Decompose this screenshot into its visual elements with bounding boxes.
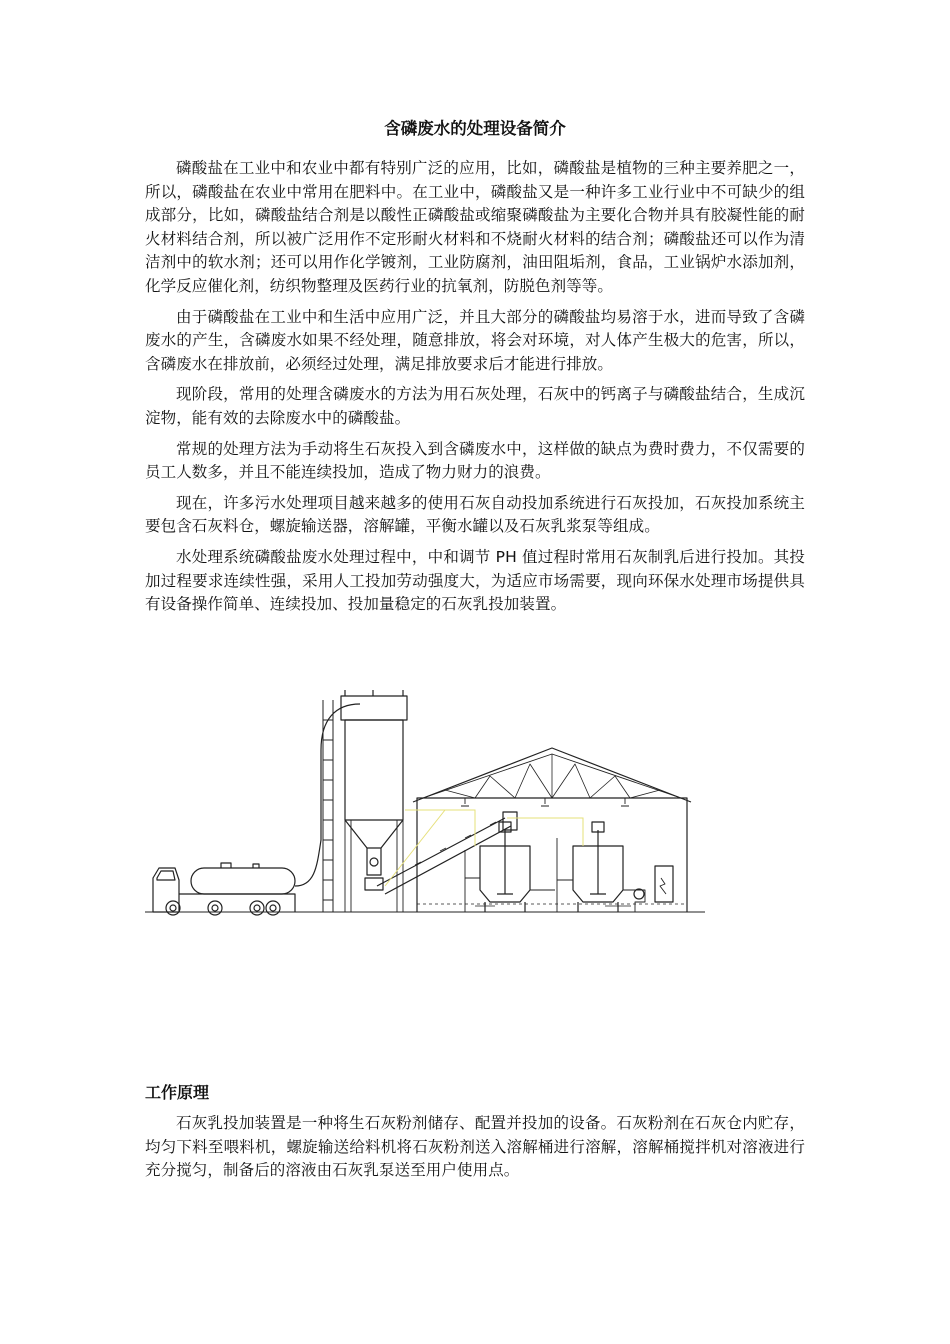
principle-section — [145, 1112, 805, 1190]
paragraph: 由于磷酸盐在工业中和生活中应用广泛，并且大部分的磷酸盐均易溶于水，进而导致了含磷废水的产生，含磷废水如果不经处理，随意排放，将会对环境，对人体产生极大的危害，所以，含磷废水在排放前，必须经过处理，满足排放要求后才能进行排放。 — [145, 307, 805, 373]
intro-section — [145, 157, 805, 624]
lime-silo-icon — [341, 690, 407, 912]
paragraph: 磷酸盐在工业中和农业中都有特别广泛的应用，比如，磷酸盐是植物的三种主要养肥之一，所以，磷酸盐在农业中常用在肥料中。在工业中，磷酸盐又是一种许多工业行业中不可缺少的组成部分，比如，磷酸盐结合剂是以酸性正磷酸盐或缩聚磷酸盐为主要化合物并具有胶凝性能的耐火材料结合剂，所以被广泛用作不定形耐火材料和不烧耐火材料的结合剂；磷酸盐还可以作为清洁剂中的软水剂；还可以用作化学镀剂，工业防腐剂，油田阻垢剂，食品，工业锅炉水添加剂，化学反应催化剂，纺织物整理及医药行业的抗氧剂，防脱色剂等等。 — [145, 159, 805, 295]
lime-dosing-system-drawing — [145, 690, 705, 920]
control-cabinet-icon — [655, 866, 673, 902]
document-title: 含磷废水的处理设备简介 — [384, 119, 566, 138]
ladder-icon — [323, 700, 333, 912]
balance-tank-icon — [557, 822, 623, 912]
paragraph: 常规的处理方法为手动将生石灰投入到含磷废水中，这样做的缺点为费时费力，不仅需要的员工人数多，并且不能连续投加，造成了物力财力的浪费。 — [145, 439, 805, 482]
paragraph: 现阶段，常用的处理含磷废水的方法为用石灰处理，石灰中的钙离子与磷酸盐结合，生成沉淀物，能有效的去除废水中的磷酸盐。 — [145, 385, 805, 427]
paragraph: 现在，许多污水处理项目越来越多的使用石灰自动投加系统进行石灰投加，石灰投加系统主要包含石灰料仓，螺旋输送器，溶解罐，平衡水罐以及石灰乳浆泵等组成。 — [145, 493, 805, 536]
paragraph: 石灰乳投加装置是一种将生石灰粉剂储存、配置并投加的设备。石灰粉剂在石灰仓内贮存，均匀下料至喂料机，螺旋输送给料机将石灰粉剂送入溶解桶进行溶解，溶解桶搅拌机对溶液进行充分搅匀，制备后的溶液由石灰乳泵送至用户使用点。 — [145, 1114, 805, 1180]
screw-conveyor-icon — [377, 812, 517, 894]
building-icon — [413, 748, 691, 912]
truck-icon — [153, 704, 360, 915]
section-heading: 工作原理 — [145, 1083, 210, 1102]
paragraph: 水处理系统磷酸盐废水处理过程中，中和调节 PH 值过程时常用石灰制乳后进行投加。其投加过程要求连续性强，采用人工投加劳动强度大，为适应市场需要，现向环保水处理市场提供具有设备操作简单、连续投加、投加量稳定的石灰乳投加装置。 — [145, 547, 805, 614]
lime-milk-pump-icon — [475, 889, 645, 912]
